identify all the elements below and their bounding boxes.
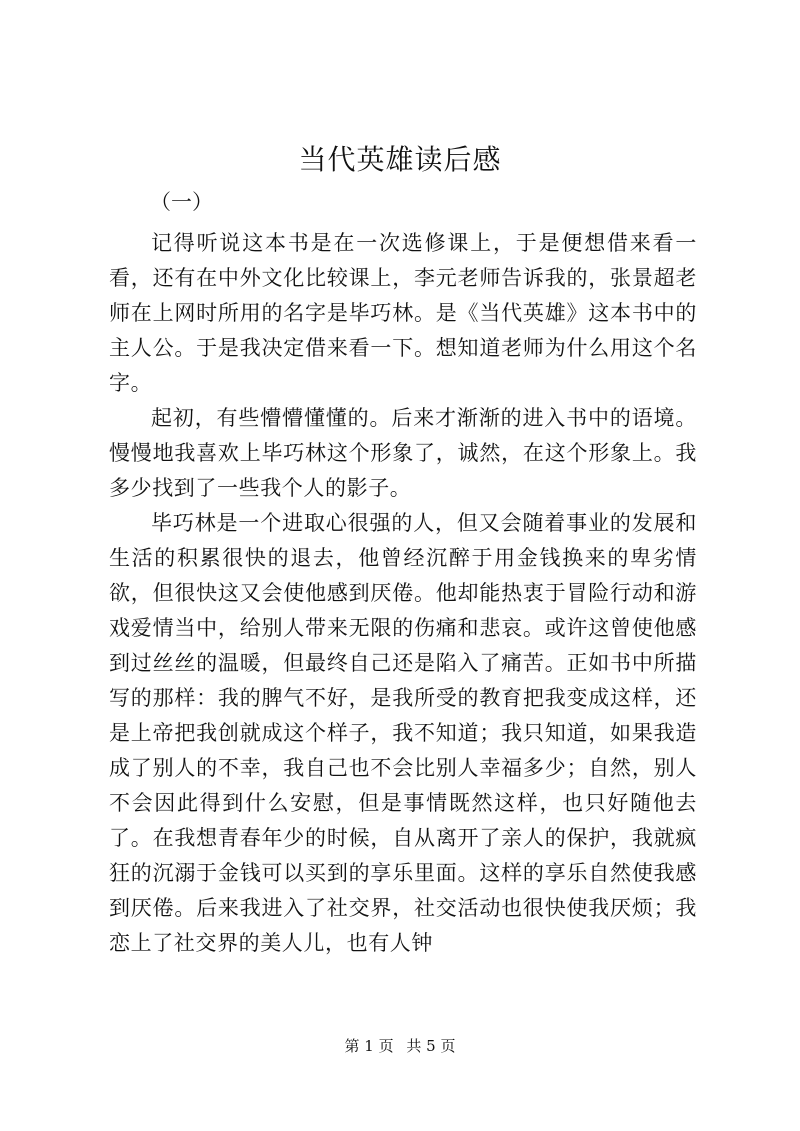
page-number: 第 1 页	[344, 1037, 394, 1055]
document-body	[109, 226, 697, 961]
paragraph: 毕巧林是一个进取心很强的人，但又会随着事业的发展和生活的积累很快的退去，他曾经沉醉于用金钱换来的卑劣情欲，但很快这又会使他感到厌倦。他却能热衷于冒险行动和游戏爱情当中，给别人带来无限的伤痛和悲哀。或许这曾使他感到过丝丝的温暖，但最终自己还是陷入了痛苦。正如书中所描写的那样：我的脾气不好，是我所受的教育把我变成这样，还是上帝把我创就成这个样子，我不知道；我只知道，如果我造成了别人的不幸，我自己也不会比别人幸福多少；自然，别人不会因此得到什么安慰，但是事情既然这样，也只好随他去了。在我想青春年少的时候，自从离开了亲人的保护，我就疯狂的沉溺于金钱可以买到的享乐里面。这样的享乐自然使我感到厌倦。后来我进入了社交界，社交活动也很快使我厌烦；我恋上了社交界的美人儿，也有人钟	[109, 511, 697, 955]
paragraph: 记得听说这本书是在一次选修课上，于是便想借来看一看，还有在中外文化比较课上，李元老师告诉我的，张景超老师在上网时所用的名字是毕巧林。是《当代英雄》这本书中的主人公。于是我决定借来看一下。想知道老师为什么用这个名字。	[109, 231, 697, 395]
document-title: 当代英雄读后感	[298, 143, 502, 176]
page-footer	[0, 1036, 800, 1056]
paragraph: 起初，有些懵懵懂懂的。后来才渐渐的进入书中的语境。慢慢地我喜欢上毕巧林这个形象了，诚然，在这个形象上。我多少找到了一些我个人的影子。	[109, 406, 697, 500]
section-label: （一）	[150, 190, 213, 214]
page-total: 共 5 页	[406, 1037, 456, 1055]
